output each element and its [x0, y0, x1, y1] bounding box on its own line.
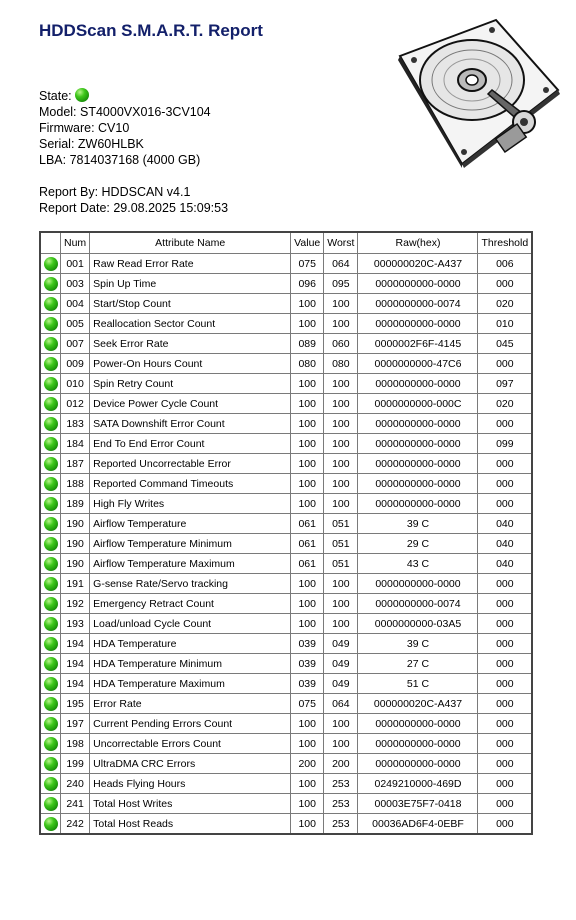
column-header-num: Num [61, 232, 90, 254]
attribute-num: 195 [61, 694, 90, 714]
status-cell [40, 674, 61, 694]
attribute-value: 100 [291, 714, 324, 734]
status-cell [40, 654, 61, 674]
attribute-threshold: 000 [478, 494, 532, 514]
model-info: Model: ST4000VX016-3CV104 [39, 105, 211, 119]
attribute-threshold: 000 [478, 634, 532, 654]
attribute-name: Heads Flying Hours [90, 774, 291, 794]
table-header-row [40, 232, 532, 254]
status-cell [40, 534, 61, 554]
attribute-worst: 051 [324, 554, 358, 574]
attribute-num: 187 [61, 454, 90, 474]
status-cell [40, 454, 61, 474]
attribute-worst: 100 [324, 494, 358, 514]
status-ok-icon [44, 397, 58, 411]
attribute-name: HDA Temperature [90, 634, 291, 654]
status-ok-icon [44, 377, 58, 391]
attribute-raw: 51 C [358, 674, 478, 694]
status-ok-icon [44, 317, 58, 331]
attribute-value: 100 [291, 394, 324, 414]
attribute-value: 075 [291, 254, 324, 274]
table-row [40, 534, 532, 554]
state-label: State: [39, 89, 72, 103]
attribute-threshold: 000 [478, 274, 532, 294]
attribute-num: 199 [61, 754, 90, 774]
attribute-num: 197 [61, 714, 90, 734]
status-cell [40, 774, 61, 794]
attribute-num: 190 [61, 534, 90, 554]
status-ok-icon [44, 577, 58, 591]
attribute-threshold: 000 [478, 474, 532, 494]
status-ok-icon [44, 517, 58, 531]
column-header-threshold: Threshold [478, 232, 532, 254]
attribute-worst: 060 [324, 334, 358, 354]
table-row [40, 434, 532, 454]
status-cell [40, 814, 61, 835]
table-row [40, 574, 532, 594]
table-row [40, 714, 532, 734]
status-cell [40, 714, 61, 734]
attribute-raw: 27 C [358, 654, 478, 674]
attribute-worst: 080 [324, 354, 358, 374]
attribute-value: 100 [291, 474, 324, 494]
attribute-worst: 100 [324, 394, 358, 414]
attribute-name: High Fly Writes [90, 494, 291, 514]
status-ok-icon [44, 677, 58, 691]
attribute-name: Device Power Cycle Count [90, 394, 291, 414]
attribute-raw: 0000000000-0000 [358, 754, 478, 774]
table-row [40, 814, 532, 835]
attribute-raw: 0000000000-0000 [358, 734, 478, 754]
attribute-value: 061 [291, 554, 324, 574]
table-row [40, 694, 532, 714]
status-cell [40, 694, 61, 714]
attribute-name: Power-On Hours Count [90, 354, 291, 374]
attribute-threshold: 000 [478, 674, 532, 694]
attribute-num: 198 [61, 734, 90, 754]
attribute-raw: 00003E75F7-0418 [358, 794, 478, 814]
attribute-raw: 0000000000-0000 [358, 414, 478, 434]
attribute-threshold: 040 [478, 554, 532, 574]
status-cell [40, 414, 61, 434]
attribute-name: Airflow Temperature Minimum [90, 534, 291, 554]
attribute-value: 100 [291, 434, 324, 454]
table-row [40, 254, 532, 274]
status-ok-icon [44, 457, 58, 471]
table-row [40, 314, 532, 334]
hard-drive-icon [392, 18, 562, 168]
status-ok-icon [44, 477, 58, 491]
attribute-raw: 0000000000-03A5 [358, 614, 478, 634]
attribute-raw: 000000020C-A437 [358, 694, 478, 714]
attribute-raw: 0000000000-0000 [358, 314, 478, 334]
attribute-num: 188 [61, 474, 90, 494]
column-header-status [40, 232, 61, 254]
attribute-value: 039 [291, 654, 324, 674]
status-ok-icon [44, 277, 58, 291]
table-row [40, 674, 532, 694]
attribute-value: 061 [291, 514, 324, 534]
attribute-value: 039 [291, 634, 324, 654]
attribute-threshold: 000 [478, 354, 532, 374]
attribute-value: 100 [291, 374, 324, 394]
status-ok-icon [44, 597, 58, 611]
attribute-name: Airflow Temperature [90, 514, 291, 534]
attribute-threshold: 097 [478, 374, 532, 394]
attribute-worst: 100 [324, 714, 358, 734]
attribute-name: Error Rate [90, 694, 291, 714]
attribute-worst: 100 [324, 454, 358, 474]
attribute-num: 194 [61, 674, 90, 694]
attribute-num: 240 [61, 774, 90, 794]
status-ok-icon [44, 357, 58, 371]
attribute-num: 003 [61, 274, 90, 294]
attribute-threshold: 000 [478, 594, 532, 614]
attribute-name: HDA Temperature Maximum [90, 674, 291, 694]
status-cell [40, 294, 61, 314]
lba-info: LBA: 7814037168 (4000 GB) [39, 153, 201, 167]
status-cell [40, 494, 61, 514]
attribute-worst: 051 [324, 534, 358, 554]
attribute-raw: 0000000000-0074 [358, 294, 478, 314]
attribute-threshold: 000 [478, 574, 532, 594]
attribute-value: 100 [291, 414, 324, 434]
attribute-worst: 100 [324, 414, 358, 434]
attribute-name: Current Pending Errors Count [90, 714, 291, 734]
status-cell [40, 634, 61, 654]
attribute-worst: 100 [324, 594, 358, 614]
status-ok-icon [44, 417, 58, 431]
attribute-value: 100 [291, 454, 324, 474]
attribute-num: 009 [61, 354, 90, 374]
attribute-num: 007 [61, 334, 90, 354]
attribute-worst: 100 [324, 314, 358, 334]
status-cell [40, 254, 61, 274]
status-cell [40, 334, 61, 354]
attribute-threshold: 045 [478, 334, 532, 354]
status-cell [40, 394, 61, 414]
table-row [40, 294, 532, 314]
attribute-threshold: 000 [478, 714, 532, 734]
attribute-value: 100 [291, 574, 324, 594]
attribute-value: 100 [291, 294, 324, 314]
column-header-raw: Raw(hex) [358, 232, 478, 254]
attribute-raw: 0000000000-0000 [358, 474, 478, 494]
attribute-raw: 0000000000-47C6 [358, 354, 478, 374]
table-row [40, 554, 532, 574]
status-cell [40, 354, 61, 374]
attribute-name: Start/Stop Count [90, 294, 291, 314]
status-ok-icon [44, 697, 58, 711]
firmware-info: Firmware: CV10 [39, 121, 130, 135]
table-row [40, 414, 532, 434]
attribute-raw: 0000000000-000C [358, 394, 478, 414]
attribute-num: 242 [61, 814, 90, 835]
attribute-raw: 0000000000-0000 [358, 274, 478, 294]
status-cell [40, 794, 61, 814]
table-row [40, 334, 532, 354]
attribute-worst: 253 [324, 814, 358, 835]
attribute-name: Spin Retry Count [90, 374, 291, 394]
attribute-threshold: 000 [478, 754, 532, 774]
attribute-name: UltraDMA CRC Errors [90, 754, 291, 774]
report-by-info: Report By: HDDSCAN v4.1 [39, 185, 191, 199]
status-cell [40, 274, 61, 294]
status-ok-icon [44, 537, 58, 551]
attribute-num: 194 [61, 634, 90, 654]
table-row [40, 734, 532, 754]
attribute-value: 200 [291, 754, 324, 774]
attribute-num: 183 [61, 414, 90, 434]
attribute-num: 194 [61, 654, 90, 674]
table-row [40, 614, 532, 634]
table-row [40, 394, 532, 414]
status-ok-icon [44, 757, 58, 771]
attribute-worst: 064 [324, 694, 358, 714]
status-cell [40, 434, 61, 454]
attribute-raw: 0000002F6F-4145 [358, 334, 478, 354]
status-ok-icon [44, 257, 58, 271]
attribute-num: 190 [61, 514, 90, 534]
attribute-raw: 0000000000-0074 [358, 594, 478, 614]
attribute-num: 190 [61, 554, 90, 574]
table-row [40, 774, 532, 794]
attribute-name: HDA Temperature Minimum [90, 654, 291, 674]
table-row [40, 454, 532, 474]
attribute-name: Uncorrectable Errors Count [90, 734, 291, 754]
attribute-num: 193 [61, 614, 90, 634]
attribute-threshold: 006 [478, 254, 532, 274]
attribute-name: Reported Command Timeouts [90, 474, 291, 494]
attribute-threshold: 020 [478, 294, 532, 314]
column-header-attribute-name: Attribute Name [90, 232, 291, 254]
serial-info: Serial: ZW60HLBK [39, 137, 144, 151]
attribute-num: 189 [61, 494, 90, 514]
attribute-value: 061 [291, 534, 324, 554]
attribute-num: 004 [61, 294, 90, 314]
attribute-threshold: 040 [478, 514, 532, 534]
table-row [40, 654, 532, 674]
status-cell [40, 594, 61, 614]
status-ok-icon [44, 717, 58, 731]
attribute-worst: 200 [324, 754, 358, 774]
attribute-num: 012 [61, 394, 90, 414]
status-cell [40, 754, 61, 774]
table-row [40, 754, 532, 774]
attribute-threshold: 000 [478, 414, 532, 434]
attribute-name: End To End Error Count [90, 434, 291, 454]
column-header-worst: Worst [324, 232, 358, 254]
attribute-threshold: 000 [478, 694, 532, 714]
attribute-value: 039 [291, 674, 324, 694]
attribute-raw: 39 C [358, 634, 478, 654]
attribute-worst: 100 [324, 574, 358, 594]
attribute-name: G-sense Rate/Servo tracking [90, 574, 291, 594]
attribute-threshold: 000 [478, 614, 532, 634]
attribute-worst: 253 [324, 774, 358, 794]
attribute-name: Total Host Writes [90, 794, 291, 814]
status-ok-icon [44, 557, 58, 571]
attribute-threshold: 010 [478, 314, 532, 334]
status-ok-icon [44, 657, 58, 671]
attribute-name: Raw Read Error Rate [90, 254, 291, 274]
attribute-name: Airflow Temperature Maximum [90, 554, 291, 574]
attribute-threshold: 020 [478, 394, 532, 414]
attribute-threshold: 000 [478, 774, 532, 794]
attribute-value: 100 [291, 774, 324, 794]
status-cell [40, 554, 61, 574]
attribute-worst: 095 [324, 274, 358, 294]
attribute-threshold: 000 [478, 654, 532, 674]
attribute-raw: 39 C [358, 514, 478, 534]
status-ok-icon [44, 337, 58, 351]
status-cell [40, 734, 61, 754]
attribute-value: 100 [291, 614, 324, 634]
attribute-threshold: 000 [478, 794, 532, 814]
smart-attributes-table [39, 231, 533, 835]
attribute-raw: 0000000000-0000 [358, 494, 478, 514]
attribute-worst: 049 [324, 634, 358, 654]
attribute-value: 100 [291, 494, 324, 514]
status-cell [40, 614, 61, 634]
attribute-value: 100 [291, 594, 324, 614]
table-row [40, 514, 532, 534]
table-row [40, 634, 532, 654]
attribute-worst: 100 [324, 734, 358, 754]
attribute-worst: 100 [324, 474, 358, 494]
attribute-threshold: 040 [478, 534, 532, 554]
status-ok-icon [44, 617, 58, 631]
attribute-value: 100 [291, 314, 324, 334]
attribute-num: 192 [61, 594, 90, 614]
attribute-worst: 100 [324, 374, 358, 394]
attribute-worst: 253 [324, 794, 358, 814]
attribute-threshold: 000 [478, 734, 532, 754]
attribute-worst: 049 [324, 654, 358, 674]
attribute-value: 096 [291, 274, 324, 294]
attribute-raw: 29 C [358, 534, 478, 554]
attribute-value: 075 [291, 694, 324, 714]
table-row [40, 374, 532, 394]
status-cell [40, 474, 61, 494]
table-row [40, 594, 532, 614]
attribute-raw: 000000020C-A437 [358, 254, 478, 274]
attribute-num: 184 [61, 434, 90, 454]
table-row [40, 794, 532, 814]
attribute-worst: 051 [324, 514, 358, 534]
status-cell [40, 574, 61, 594]
attribute-raw: 00036AD6F4-0EBF [358, 814, 478, 835]
attribute-value: 089 [291, 334, 324, 354]
attribute-worst: 049 [324, 674, 358, 694]
attribute-threshold: 000 [478, 814, 532, 835]
status-ok-icon [44, 497, 58, 511]
status-ok-icon [44, 777, 58, 791]
table-row [40, 354, 532, 374]
attribute-threshold: 099 [478, 434, 532, 454]
attribute-raw: 43 C [358, 554, 478, 574]
attribute-name: Emergency Retract Count [90, 594, 291, 614]
attribute-name: Reported Uncorrectable Error [90, 454, 291, 474]
attribute-num: 001 [61, 254, 90, 274]
table-row [40, 474, 532, 494]
report-title: HDDScan S.M.A.R.T. Report [39, 21, 263, 40]
attribute-threshold: 000 [478, 454, 532, 474]
attribute-name: Total Host Reads [90, 814, 291, 835]
attribute-num: 005 [61, 314, 90, 334]
table-row [40, 274, 532, 294]
status-ok-icon [44, 437, 58, 451]
state-line [39, 88, 89, 104]
attribute-value: 100 [291, 814, 324, 835]
status-ok-icon [44, 637, 58, 651]
attribute-value: 100 [291, 734, 324, 754]
column-header-value: Value [291, 232, 324, 254]
attribute-worst: 100 [324, 434, 358, 454]
status-ok-icon [75, 88, 89, 102]
status-cell [40, 374, 61, 394]
status-ok-icon [44, 297, 58, 311]
table-row [40, 494, 532, 514]
status-cell [40, 314, 61, 334]
report-date-info: Report Date: 29.08.2025 15:09:53 [39, 201, 229, 215]
attribute-worst: 100 [324, 614, 358, 634]
status-ok-icon [44, 737, 58, 751]
attribute-raw: 0000000000-0000 [358, 434, 478, 454]
attribute-name: Load/unload Cycle Count [90, 614, 291, 634]
status-cell [40, 514, 61, 534]
status-ok-icon [44, 797, 58, 811]
attribute-raw: 0249210000-469D [358, 774, 478, 794]
attribute-worst: 064 [324, 254, 358, 274]
attribute-num: 241 [61, 794, 90, 814]
attribute-num: 010 [61, 374, 90, 394]
attribute-raw: 0000000000-0000 [358, 374, 478, 394]
attribute-name: SATA Downshift Error Count [90, 414, 291, 434]
attribute-num: 191 [61, 574, 90, 594]
attribute-raw: 0000000000-0000 [358, 574, 478, 594]
attribute-raw: 0000000000-0000 [358, 714, 478, 734]
attribute-name: Reallocation Sector Count [90, 314, 291, 334]
attribute-name: Spin Up Time [90, 274, 291, 294]
attribute-raw: 0000000000-0000 [358, 454, 478, 474]
attribute-name: Seek Error Rate [90, 334, 291, 354]
attribute-value: 100 [291, 794, 324, 814]
attribute-worst: 100 [324, 294, 358, 314]
attribute-value: 080 [291, 354, 324, 374]
status-ok-icon [44, 817, 58, 831]
